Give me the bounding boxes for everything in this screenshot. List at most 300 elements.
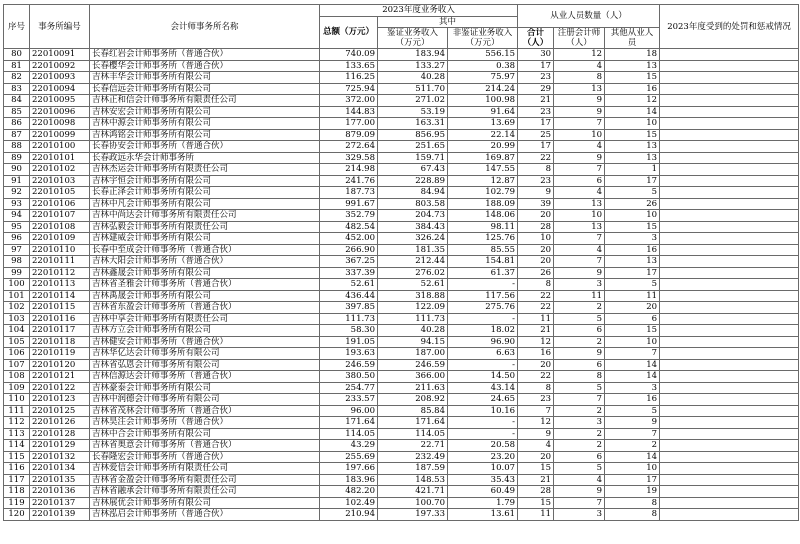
other-staff-cell: 20 <box>605 302 660 314</box>
seq-cell: 108 <box>4 371 30 383</box>
firm-name-cell: 吉林中享会计师事务所有限责任公司 <box>90 313 320 325</box>
penalty-cell <box>660 118 799 130</box>
revenue-total-cell: 272.64 <box>320 141 378 153</box>
firm-no-cell: 22010136 <box>30 486 90 498</box>
non-assurance-cell: 100.98 <box>448 95 518 107</box>
staff-total-cell: 11 <box>518 313 554 325</box>
staff-total-cell: 28 <box>518 486 554 498</box>
non-assurance-cell: 10.07 <box>448 463 518 475</box>
cpa-cell: 7 <box>554 118 605 130</box>
table-row <box>4 129 799 141</box>
penalty-cell <box>660 60 799 72</box>
seq-cell: 96 <box>4 233 30 245</box>
non-assurance-cell: - <box>448 417 518 429</box>
revenue-total-cell: 187.73 <box>320 187 378 199</box>
revenue-total-cell: 452.00 <box>320 233 378 245</box>
table-row <box>4 382 799 394</box>
table-row <box>4 405 799 417</box>
assurance-cell: 52.61 <box>378 279 448 291</box>
non-assurance-cell: 24.65 <box>448 394 518 406</box>
non-assurance-cell: 23.20 <box>448 451 518 463</box>
staff-total-cell: 21 <box>518 325 554 337</box>
non-assurance-cell: 214.24 <box>448 83 518 95</box>
penalty-cell <box>660 129 799 141</box>
other-staff-cell: 14 <box>605 359 660 371</box>
cpa-cell: 7 <box>554 497 605 509</box>
assurance-cell: 276.02 <box>378 267 448 279</box>
firm-name-cell: 吉林禹晟会计师事务所有限公司 <box>90 290 320 302</box>
header-assurance: 鉴证业务收入（万元） <box>378 28 448 49</box>
revenue-total-cell: 255.69 <box>320 451 378 463</box>
staff-total-cell: 23 <box>518 106 554 118</box>
non-assurance-cell: 556.15 <box>448 49 518 61</box>
penalty-cell <box>660 198 799 210</box>
table-row <box>4 198 799 210</box>
firm-no-cell: 22010099 <box>30 129 90 141</box>
non-assurance-cell: 117.56 <box>448 290 518 302</box>
staff-total-cell: 15 <box>518 463 554 475</box>
assurance-cell: 251.65 <box>378 141 448 153</box>
cpa-cell: 2 <box>554 405 605 417</box>
staff-total-cell: 21 <box>518 95 554 107</box>
firm-name-cell: 吉林中尚达会计师事务所有限责任公司 <box>90 210 320 222</box>
header-firm-no: 事务所编号 <box>30 5 90 49</box>
staff-total-cell: 17 <box>518 60 554 72</box>
penalty-cell <box>660 440 799 452</box>
table-row <box>4 313 799 325</box>
firm-name-cell: 吉林省弘恩会计师事务所有限公司 <box>90 359 320 371</box>
other-staff-cell: 13 <box>605 152 660 164</box>
firm-no-cell: 22010101 <box>30 152 90 164</box>
other-staff-cell: 10 <box>605 210 660 222</box>
revenue-total-cell: 183.96 <box>320 474 378 486</box>
cpa-cell: 4 <box>554 60 605 72</box>
firm-name-cell: 长春协安会计师事务所（普通合伙） <box>90 141 320 153</box>
cpa-cell: 8 <box>554 72 605 84</box>
firm-name-cell: 吉林方立会计师事务所有限公司 <box>90 325 320 337</box>
revenue-total-cell: 397.85 <box>320 302 378 314</box>
table-row <box>4 486 799 498</box>
other-staff-cell: 8 <box>605 497 660 509</box>
seq-cell: 101 <box>4 290 30 302</box>
revenue-total-cell: 352.79 <box>320 210 378 222</box>
staff-total-cell: 10 <box>518 233 554 245</box>
assurance-cell: 171.64 <box>378 417 448 429</box>
penalty-cell <box>660 486 799 498</box>
cpa-cell: 2 <box>554 428 605 440</box>
cpa-cell: 10 <box>554 129 605 141</box>
seq-cell: 80 <box>4 49 30 61</box>
penalty-cell <box>660 267 799 279</box>
staff-total-cell: 23 <box>518 394 554 406</box>
header-revenue-group: 2023年度业务收入 <box>320 5 518 17</box>
table-row <box>4 325 799 337</box>
non-assurance-cell: 60.49 <box>448 486 518 498</box>
other-staff-cell: 18 <box>605 49 660 61</box>
cpa-cell: 5 <box>554 463 605 475</box>
firm-no-cell: 22010114 <box>30 290 90 302</box>
non-assurance-cell: 10.16 <box>448 405 518 417</box>
penalty-cell <box>660 348 799 360</box>
seq-cell: 97 <box>4 244 30 256</box>
assurance-cell: 181.35 <box>378 244 448 256</box>
assurance-cell: 159.71 <box>378 152 448 164</box>
cpa-cell: 9 <box>554 152 605 164</box>
non-assurance-cell: - <box>448 359 518 371</box>
header-revenue-total: 总额（万元） <box>320 16 378 49</box>
penalty-cell <box>660 474 799 486</box>
revenue-total-cell: 96.00 <box>320 405 378 417</box>
firm-name-cell: 长春中至成会计师事务所（普通合伙） <box>90 244 320 256</box>
cpa-cell: 6 <box>554 451 605 463</box>
assurance-cell: 211.63 <box>378 382 448 394</box>
header-other-staff: 其他从业人员 <box>605 28 660 49</box>
table-row <box>4 497 799 509</box>
header-staff-total: 合计（人） <box>518 28 554 49</box>
revenue-total-cell: 193.63 <box>320 348 378 360</box>
table-row <box>4 244 799 256</box>
non-assurance-cell: 125.76 <box>448 233 518 245</box>
cpa-cell: 2 <box>554 336 605 348</box>
non-assurance-cell: 61.37 <box>448 267 518 279</box>
penalty-cell <box>660 382 799 394</box>
assurance-cell: 187.59 <box>378 463 448 475</box>
table-row <box>4 60 799 72</box>
penalty-cell <box>660 106 799 118</box>
penalty-cell <box>660 359 799 371</box>
firm-no-cell: 22010095 <box>30 95 90 107</box>
seq-cell: 85 <box>4 106 30 118</box>
assurance-cell: 85.84 <box>378 405 448 417</box>
assurance-cell: 384.43 <box>378 221 448 233</box>
other-staff-cell: 10 <box>605 336 660 348</box>
assurance-cell: 271.02 <box>378 95 448 107</box>
seq-cell: 81 <box>4 60 30 72</box>
assurance-cell: 187.00 <box>378 348 448 360</box>
non-assurance-cell: 96.90 <box>448 336 518 348</box>
firm-no-cell: 22010139 <box>30 509 90 521</box>
revenue-total-cell: 241.76 <box>320 175 378 187</box>
non-assurance-cell: 43.14 <box>448 382 518 394</box>
revenue-total-cell: 367.25 <box>320 256 378 268</box>
other-staff-cell: 1 <box>605 164 660 176</box>
staff-total-cell: 22 <box>518 371 554 383</box>
seq-cell: 102 <box>4 302 30 314</box>
header-penalty: 2023年度受到的处罚和惩戒情况 <box>660 5 799 49</box>
firm-name-cell: 吉林正和信会计师事务所有限责任公司 <box>90 95 320 107</box>
firm-no-cell: 22010128 <box>30 428 90 440</box>
cpa-cell: 3 <box>554 279 605 291</box>
staff-total-cell: 7 <box>518 405 554 417</box>
firm-name-cell: 吉林信源达会计师事务所（普通合伙） <box>90 371 320 383</box>
firm-name-cell: 吉林鑫晟会计师事务所有限公司 <box>90 267 320 279</box>
penalty-cell <box>660 164 799 176</box>
penalty-cell <box>660 141 799 153</box>
firm-no-cell: 22010123 <box>30 394 90 406</box>
seq-cell: 104 <box>4 325 30 337</box>
revenue-total-cell: 144.83 <box>320 106 378 118</box>
seq-cell: 98 <box>4 256 30 268</box>
table-row <box>4 463 799 475</box>
penalty-cell <box>660 302 799 314</box>
revenue-total-cell: 233.57 <box>320 394 378 406</box>
firm-no-cell: 22010108 <box>30 221 90 233</box>
other-staff-cell: 7 <box>605 348 660 360</box>
seq-cell: 88 <box>4 141 30 153</box>
table-row <box>4 267 799 279</box>
staff-total-cell: 8 <box>518 164 554 176</box>
non-assurance-cell: - <box>448 279 518 291</box>
penalty-cell <box>660 152 799 164</box>
non-assurance-cell: 14.50 <box>448 371 518 383</box>
cpa-cell: 6 <box>554 325 605 337</box>
other-staff-cell: 5 <box>605 279 660 291</box>
staff-total-cell: 22 <box>518 302 554 314</box>
seq-cell: 99 <box>4 267 30 279</box>
other-staff-cell: 14 <box>605 451 660 463</box>
assurance-cell: 856.95 <box>378 129 448 141</box>
penalty-cell <box>660 405 799 417</box>
non-assurance-cell: 75.97 <box>448 72 518 84</box>
firm-no-cell: 22010113 <box>30 279 90 291</box>
other-staff-cell: 15 <box>605 221 660 233</box>
non-assurance-cell: - <box>448 428 518 440</box>
firm-name-cell: 吉林杰运会计师事务所有限责任公司 <box>90 164 320 176</box>
cpa-cell: 8 <box>554 371 605 383</box>
table-row <box>4 371 799 383</box>
non-assurance-cell: 169.87 <box>448 152 518 164</box>
table-row <box>4 141 799 153</box>
staff-total-cell: 11 <box>518 509 554 521</box>
revenue-total-cell: 725.94 <box>320 83 378 95</box>
other-staff-cell: 7 <box>605 428 660 440</box>
cpa-cell: 2 <box>554 302 605 314</box>
table-row <box>4 256 799 268</box>
non-assurance-cell: 6.63 <box>448 348 518 360</box>
firm-name-cell: 吉林建威会计师事务所有限公司 <box>90 233 320 245</box>
table-row <box>4 279 799 291</box>
revenue-total-cell: 266.90 <box>320 244 378 256</box>
cpa-cell: 9 <box>554 106 605 118</box>
non-assurance-cell: 147.55 <box>448 164 518 176</box>
firm-name-cell: 长春红岩会计师事务所（普通合伙） <box>90 49 320 61</box>
revenue-total-cell: 114.05 <box>320 428 378 440</box>
assurance-cell: 421.71 <box>378 486 448 498</box>
cpa-cell: 9 <box>554 348 605 360</box>
assurance-cell: 67.43 <box>378 164 448 176</box>
firm-name-cell: 长春信远会计师事务所有限公司 <box>90 83 320 95</box>
table-row <box>4 359 799 371</box>
penalty-cell <box>660 49 799 61</box>
table-row <box>4 118 799 130</box>
staff-total-cell: 30 <box>518 49 554 61</box>
firm-no-cell: 22010107 <box>30 210 90 222</box>
cpa-cell: 9 <box>554 95 605 107</box>
penalty-cell <box>660 394 799 406</box>
staff-total-cell: 23 <box>518 72 554 84</box>
other-staff-cell: 11 <box>605 290 660 302</box>
seq-cell: 118 <box>4 486 30 498</box>
firm-no-cell: 22010098 <box>30 118 90 130</box>
assurance-cell: 22.71 <box>378 440 448 452</box>
non-assurance-cell: 22.14 <box>448 129 518 141</box>
other-staff-cell: 26 <box>605 198 660 210</box>
firm-no-cell: 22010091 <box>30 49 90 61</box>
non-assurance-cell: 12.87 <box>448 175 518 187</box>
seq-cell: 89 <box>4 152 30 164</box>
firm-name-cell: 长春正泽会计师事务所有限公司 <box>90 187 320 199</box>
non-assurance-cell: 1.79 <box>448 497 518 509</box>
penalty-cell <box>660 244 799 256</box>
seq-cell: 109 <box>4 382 30 394</box>
other-staff-cell: 16 <box>605 83 660 95</box>
firm-no-cell: 22010119 <box>30 348 90 360</box>
firm-name-cell: 长春隆宏会计师事务所（普通合伙） <box>90 451 320 463</box>
staff-total-cell: 21 <box>518 474 554 486</box>
penalty-cell <box>660 509 799 521</box>
other-staff-cell: 6 <box>605 313 660 325</box>
seq-cell: 113 <box>4 428 30 440</box>
non-assurance-cell: 35.43 <box>448 474 518 486</box>
firm-no-cell: 22010122 <box>30 382 90 394</box>
staff-total-cell: 20 <box>518 244 554 256</box>
assurance-cell: 246.59 <box>378 359 448 371</box>
firm-no-cell: 22010137 <box>30 497 90 509</box>
firm-no-cell: 22010126 <box>30 417 90 429</box>
revenue-total-cell: 329.58 <box>320 152 378 164</box>
revenue-total-cell: 740.09 <box>320 49 378 61</box>
cpa-cell: 2 <box>554 440 605 452</box>
cpa-cell: 6 <box>554 175 605 187</box>
cpa-cell: 13 <box>554 221 605 233</box>
table-row <box>4 474 799 486</box>
firm-no-cell: 22010102 <box>30 164 90 176</box>
other-staff-cell: 12 <box>605 95 660 107</box>
firm-name-cell: 吉林泓启会计师事务所（普通合伙） <box>90 509 320 521</box>
revenue-total-cell: 214.98 <box>320 164 378 176</box>
non-assurance-cell: 148.06 <box>448 210 518 222</box>
penalty-cell <box>660 221 799 233</box>
non-assurance-cell: 20.58 <box>448 440 518 452</box>
penalty-cell <box>660 233 799 245</box>
revenue-total-cell: 436.44 <box>320 290 378 302</box>
firm-no-cell: 22010115 <box>30 302 90 314</box>
staff-total-cell: 12 <box>518 417 554 429</box>
other-staff-cell: 10 <box>605 118 660 130</box>
revenue-total-cell: 482.54 <box>320 221 378 233</box>
firm-name-cell: 吉林昊注会计师事务所（普通合伙） <box>90 417 320 429</box>
assurance-cell: 511.70 <box>378 83 448 95</box>
assurance-cell: 318.88 <box>378 290 448 302</box>
assurance-cell: 803.58 <box>378 198 448 210</box>
assurance-cell: 94.15 <box>378 336 448 348</box>
staff-total-cell: 26 <box>518 267 554 279</box>
seq-cell: 120 <box>4 509 30 521</box>
assurance-cell: 111.73 <box>378 313 448 325</box>
cpa-cell: 6 <box>554 359 605 371</box>
cpa-cell: 4 <box>554 244 605 256</box>
table-row <box>4 164 799 176</box>
seq-cell: 93 <box>4 198 30 210</box>
assurance-cell: 204.73 <box>378 210 448 222</box>
firm-name-cell: 吉林豪泰会计师事务所有限公司 <box>90 382 320 394</box>
revenue-total-cell: 879.09 <box>320 129 378 141</box>
staff-total-cell: 4 <box>518 440 554 452</box>
table-row <box>4 336 799 348</box>
table-row <box>4 83 799 95</box>
non-assurance-cell: 102.79 <box>448 187 518 199</box>
staff-total-cell: 20 <box>518 451 554 463</box>
other-staff-cell: 3 <box>605 382 660 394</box>
seq-cell: 86 <box>4 118 30 130</box>
non-assurance-cell: 18.02 <box>448 325 518 337</box>
firm-name-cell: 吉林鸿铭会计师事务所有限公司 <box>90 129 320 141</box>
non-assurance-cell: 98.11 <box>448 221 518 233</box>
penalty-cell <box>660 371 799 383</box>
seq-cell: 114 <box>4 440 30 452</box>
other-staff-cell: 15 <box>605 325 660 337</box>
cpa-cell: 9 <box>554 486 605 498</box>
seq-cell: 115 <box>4 451 30 463</box>
other-staff-cell: 10 <box>605 463 660 475</box>
firm-name-cell: 吉林中润德会计师事务所有限公司 <box>90 394 320 406</box>
seq-cell: 87 <box>4 129 30 141</box>
header-non-assurance: 非鉴证业务收入（万元） <box>448 28 518 49</box>
penalty-cell <box>660 428 799 440</box>
table-header <box>4 5 799 49</box>
firm-no-cell: 22010121 <box>30 371 90 383</box>
other-staff-cell: 16 <box>605 244 660 256</box>
seq-cell: 82 <box>4 72 30 84</box>
assurance-cell: 40.28 <box>378 325 448 337</box>
revenue-total-cell: 254.77 <box>320 382 378 394</box>
cpa-cell: 3 <box>554 417 605 429</box>
firm-name-cell: 吉林大阳会计师事务所（普通合伙） <box>90 256 320 268</box>
staff-total-cell: 22 <box>518 290 554 302</box>
firm-name-cell: 吉林中合会计师事务所有限公司 <box>90 428 320 440</box>
revenue-total-cell: 52.61 <box>320 279 378 291</box>
firm-no-cell: 22010103 <box>30 175 90 187</box>
revenue-total-cell: 372.00 <box>320 95 378 107</box>
revenue-total-cell: 116.25 <box>320 72 378 84</box>
staff-total-cell: 25 <box>518 129 554 141</box>
firm-name-cell: 吉林省圣雅会计师事务所（普通合伙） <box>90 279 320 291</box>
firm-name-cell: 吉林爱信会计师事务所有限责任公司 <box>90 463 320 475</box>
firm-no-cell: 22010100 <box>30 141 90 153</box>
table-row <box>4 417 799 429</box>
other-staff-cell: 13 <box>605 60 660 72</box>
assurance-cell: 163.31 <box>378 118 448 130</box>
firm-name-cell: 吉林安宏会计师事务所有限公司 <box>90 106 320 118</box>
revenue-total-cell: 58.30 <box>320 325 378 337</box>
cpa-cell: 5 <box>554 382 605 394</box>
revenue-total-cell: 102.49 <box>320 497 378 509</box>
header-firm-name: 会计师事务所名称 <box>90 5 320 49</box>
non-assurance-cell: 20.99 <box>448 141 518 153</box>
staff-total-cell: 29 <box>518 83 554 95</box>
staff-total-cell: 9 <box>518 428 554 440</box>
cpa-cell: 13 <box>554 198 605 210</box>
table-row <box>4 233 799 245</box>
firm-name-cell: 吉林省奥意会计师事务所（普通合伙） <box>90 440 320 452</box>
cpa-cell: 7 <box>554 394 605 406</box>
table-row <box>4 187 799 199</box>
firm-no-cell: 22010116 <box>30 313 90 325</box>
staff-total-cell: 20 <box>518 210 554 222</box>
cpa-cell: 4 <box>554 141 605 153</box>
firm-name-cell: 吉林华亿达会计师事务所有限公司 <box>90 348 320 360</box>
firm-name-cell: 吉林弘毅会计师事务所有限责任公司 <box>90 221 320 233</box>
